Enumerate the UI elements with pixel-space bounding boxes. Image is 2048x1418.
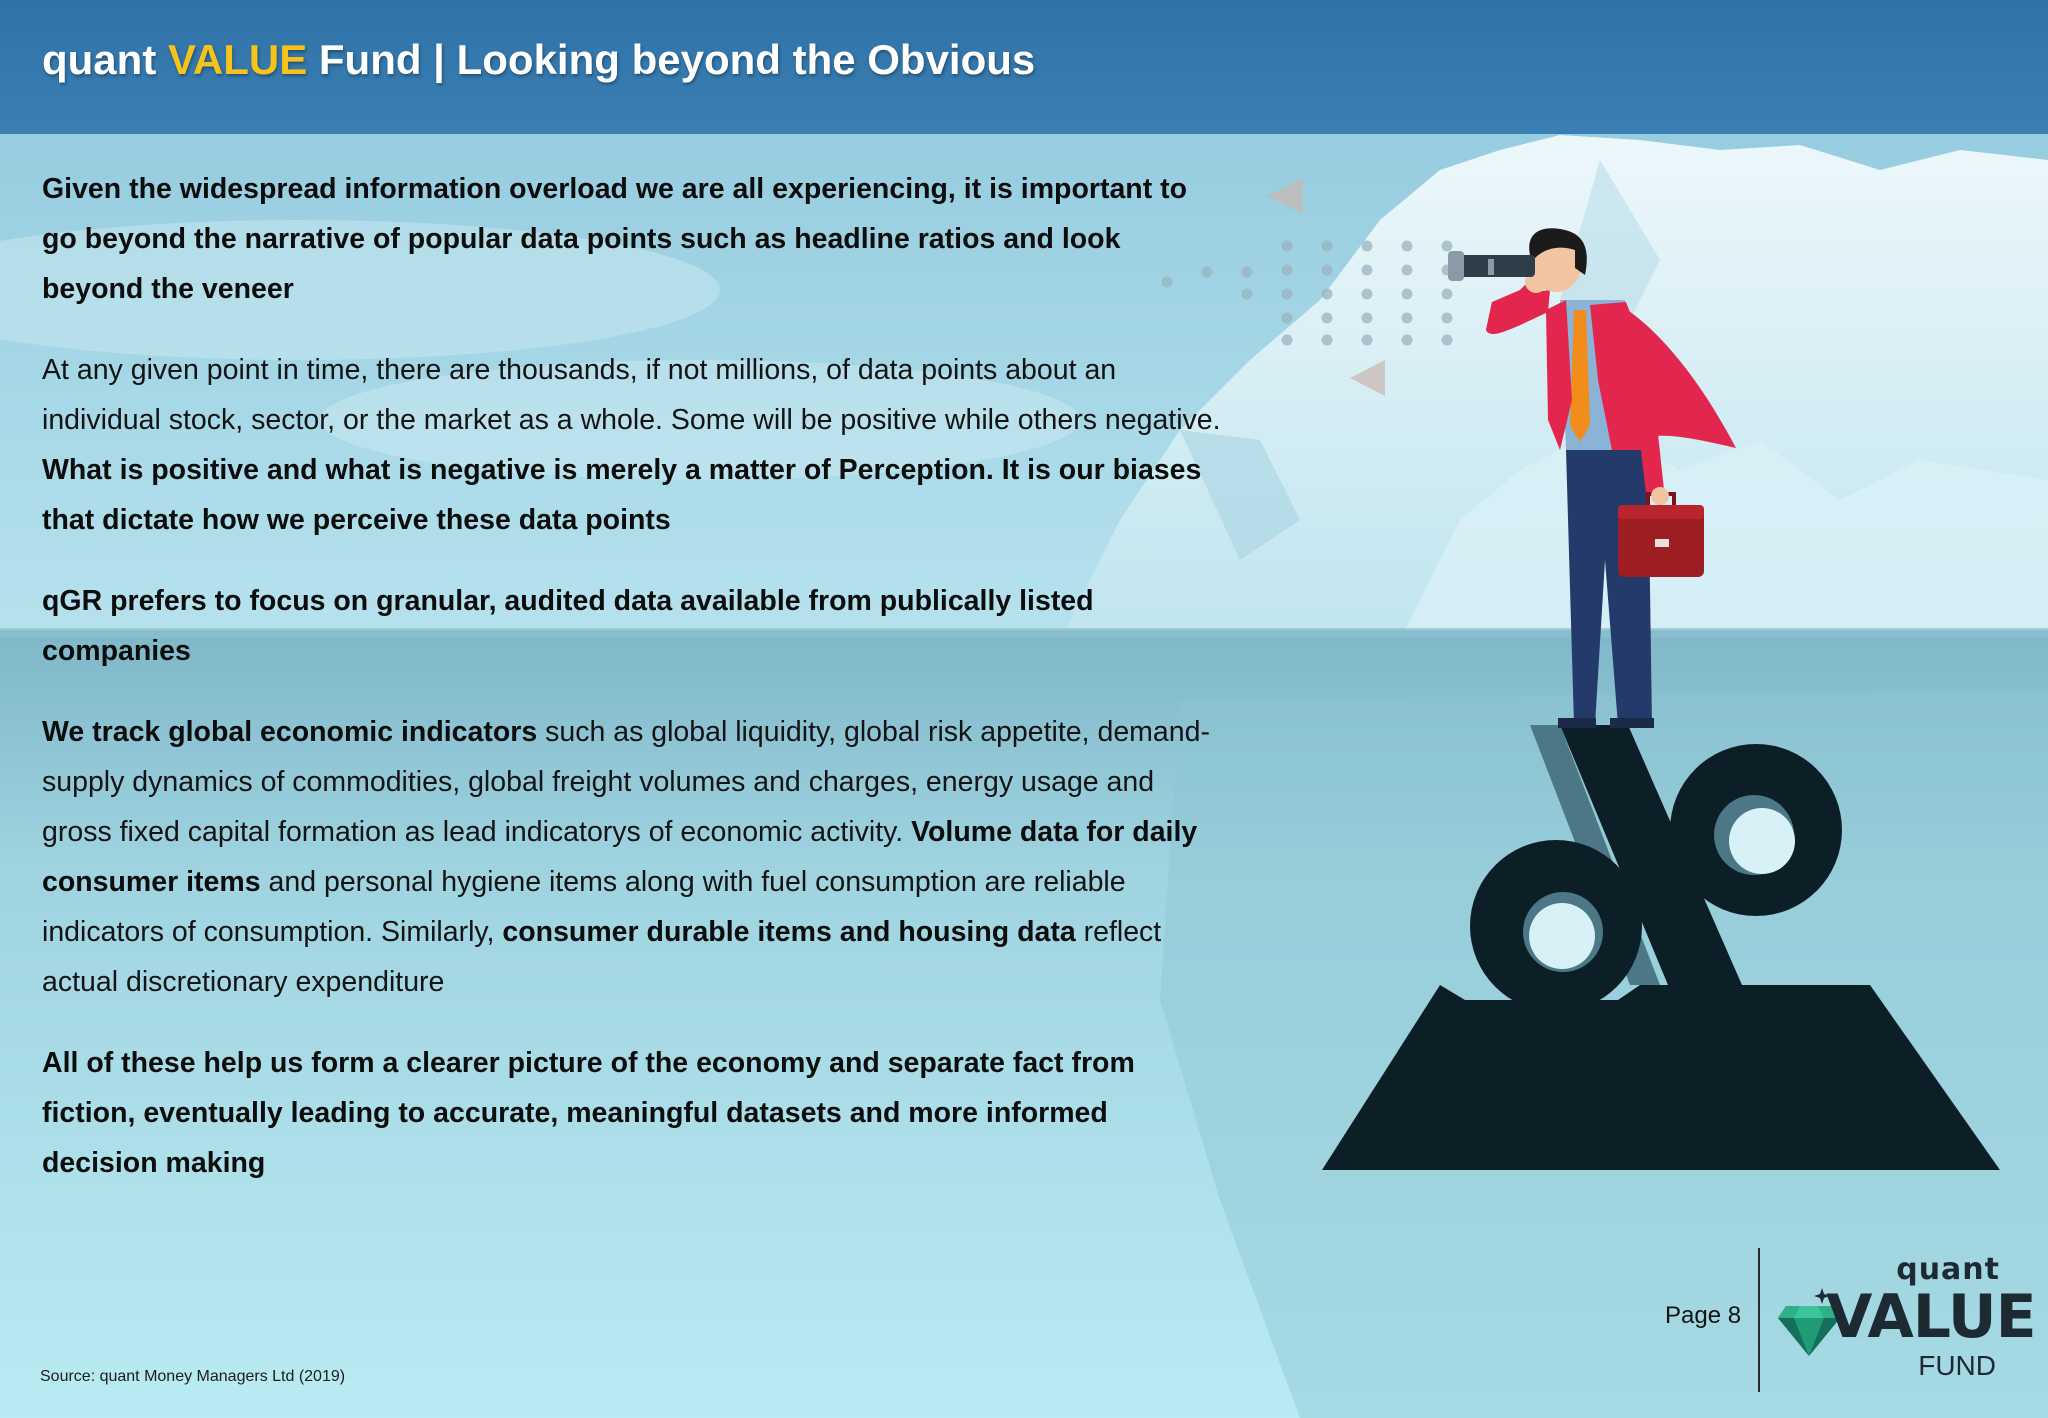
- paragraph-4-text-2: and personal hygiene items along with fuel consumption are reliable indicators of consumption. Similarly,: [42, 866, 1126, 948]
- paragraph-4-text-3: reflect actual discretionary expenditure: [42, 916, 1162, 998]
- header-bar: [0, 0, 2048, 134]
- paragraph-5: [42, 1038, 1222, 1188]
- paragraph-4: [42, 707, 1222, 1007]
- title-rest: Fund | Looking beyond the Obvious: [318, 36, 1036, 83]
- decorative-triangle-mid: [1350, 360, 1385, 396]
- paragraph-3: [42, 576, 1222, 676]
- man-figure: [1448, 228, 1736, 728]
- paragraph-4-text-1: such as global liquidity, global risk appetite, demand-supply dynamics of commodities, global freight volumes and charges, energy usage and gross fixed capital formation as lead indicatorys of economic activity.: [42, 716, 1210, 848]
- paragraph-2-text: At any given point in time, there are thousands, if not millions, of data points about an individual stock, sector, or the market as a whole. Some will be positive while others negative.: [42, 354, 1221, 436]
- quant-value-fund-logo: [1778, 1252, 2036, 1392]
- percent-sign-pedestal: [1322, 725, 2000, 1170]
- title-brand: quant: [42, 36, 157, 83]
- man-on-percent-illustration: [1150, 160, 2030, 1180]
- body-text: [42, 164, 1222, 1219]
- footer-divider: [1758, 1248, 1760, 1392]
- decorative-triangle-top: [1267, 178, 1303, 214]
- paragraph-1: [42, 164, 1222, 314]
- page-title: [42, 36, 1035, 84]
- title-accent: VALUE: [167, 36, 308, 83]
- paragraph-2-emphasis: What is positive and what is negative is merely a matter of Perception. It is our biases that dictate how we perceive these data points: [42, 454, 1202, 536]
- logo-quant-text: quant: [1896, 1252, 2000, 1287]
- page-number: Page 8: [1665, 1302, 1742, 1329]
- paragraph-3-text: qGR prefers to focus on granular, audited data available from publically listed companies: [42, 585, 1094, 667]
- paragraph-1-text: Given the widespread information overload we are all experiencing, it is important to go beyond the narrative of popular data points such as headline ratios and look beyond the veneer: [42, 173, 1188, 305]
- source-note: Source: quant Money Managers Ltd (2019): [40, 1368, 346, 1385]
- logo-fund-text: FUND: [1918, 1350, 1996, 1381]
- paragraph-4-emphasis-1: We track global economic indicators: [42, 716, 538, 748]
- paragraph-2: [42, 345, 1222, 545]
- paragraph-4-emphasis-3: consumer durable items and housing data: [502, 916, 1076, 948]
- paragraph-4-emphasis-2: Volume data for daily consumer items: [42, 816, 1198, 898]
- logo-value-text: VALUE: [1826, 1282, 2036, 1352]
- paragraph-5-text: All of these help us form a clearer picture of the economy and separate fact from fiction, eventually leading to accurate, meaningful datasets and more informed decision making: [42, 1047, 1135, 1179]
